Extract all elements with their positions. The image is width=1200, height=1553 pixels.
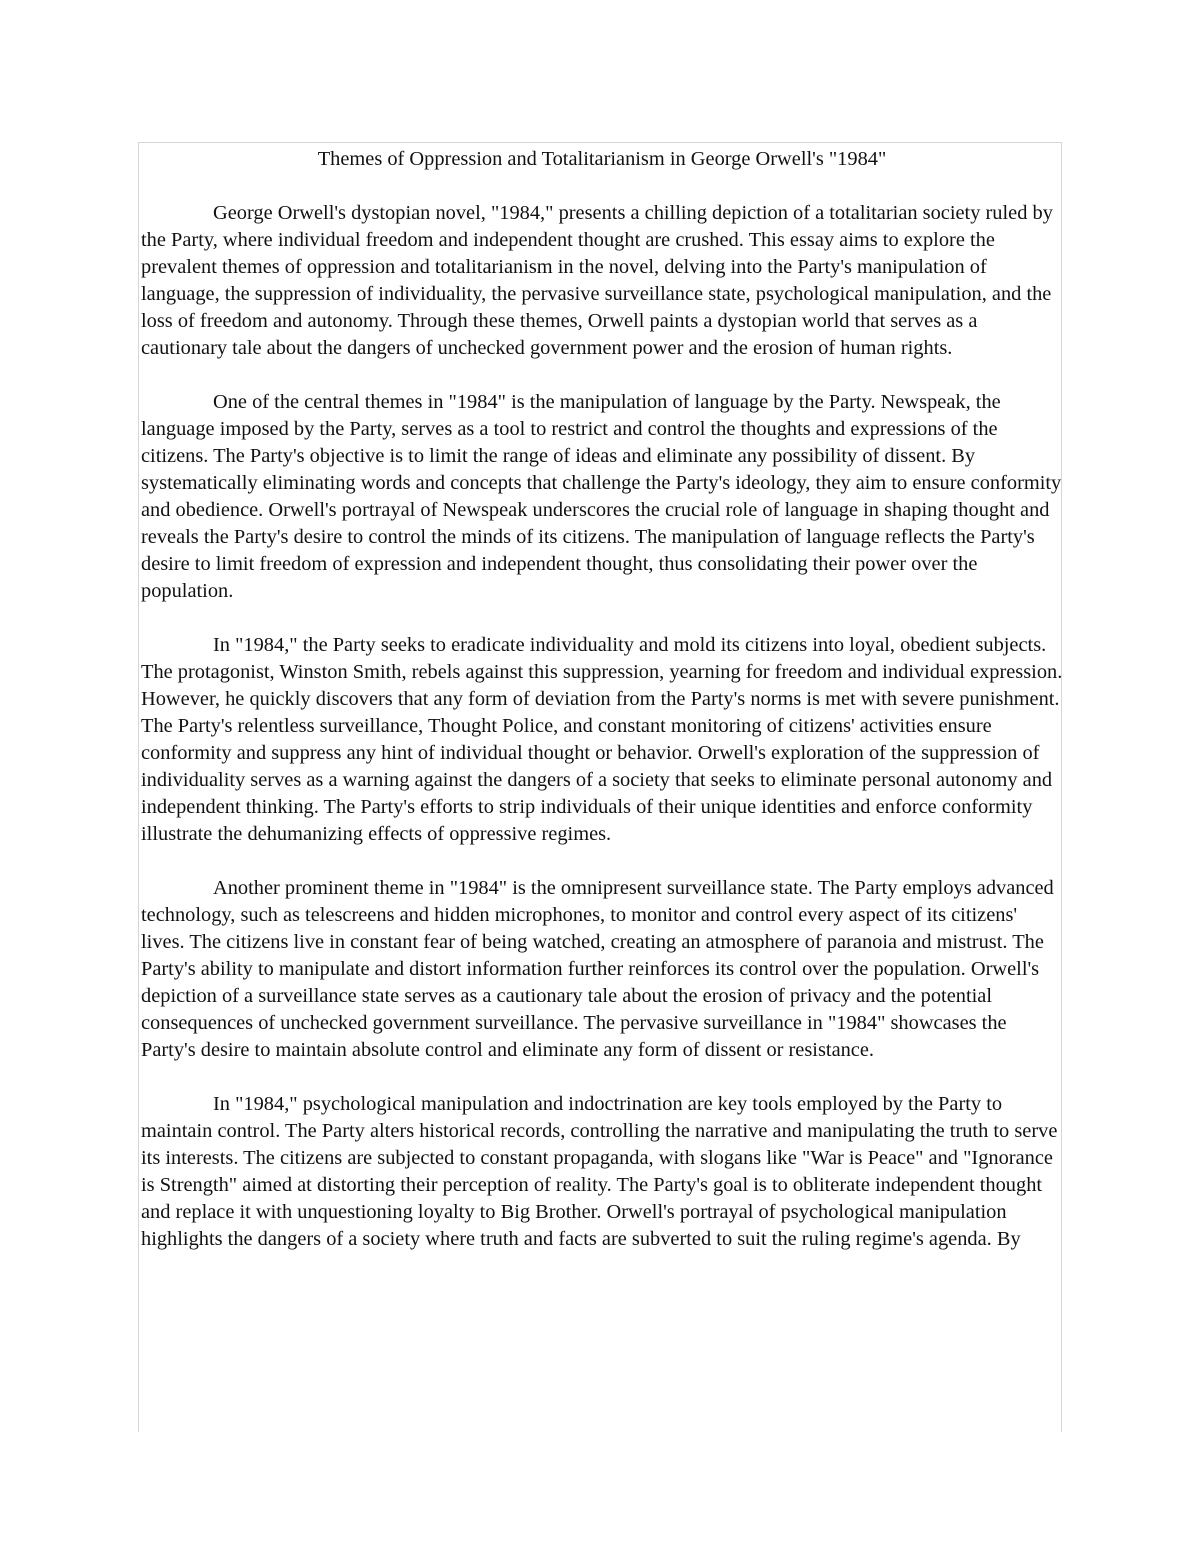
document-body bbox=[141, 146, 1063, 1253]
paragraph-suppression-of-individuality: In "1984," the Party seeks to eradicate individuality and mold its citizens into loyal, obedient subjects. The protagonist, Winston Smith, rebels against this suppression, yearning for freedom and individual expression. However, he quickly discovers that any form of deviation from the Party's norms is met with severe punishment. The Party's relentless surveillance, Thought Police, and constant monitoring of citizens' activities ensure conformity and suppress any hint of individual thought or behavior. Orwell's exploration of the suppression of individuality serves as a warning against the dangers of a society that seeks to eliminate personal autonomy and independent thinking. The Party's efforts to strip individuals of their unique identities and enforce conformity illustrate the dehumanizing effects of oppressive regimes. bbox=[141, 634, 1063, 845]
paragraph-surveillance-state: Another prominent theme in "1984" is the omnipresent surveillance state. The Party employs advanced technology, such as telescreens and hidden microphones, to monitor and control every aspect of its citizens' lives. The citizens live in constant fear of being watched, creating an atmosphere of paranoia and mistrust. The Party's ability to manipulate and distort information further reinforces its control over the population. Orwell's depiction of a surveillance state serves as a cautionary tale about the erosion of privacy and the potential consequences of unchecked government surveillance. The pervasive surveillance in "1984" showcases the Party's desire to maintain absolute control and eliminate any form of dissent or resistance. bbox=[141, 877, 1054, 1061]
paragraph-introduction: George Orwell's dystopian novel, "1984," presents a chilling depiction of a totalitarian society ruled by the Party, where individual freedom and independent thought are crushed. This essay aims to explore the prevalent themes of oppression and totalitarianism in the novel, delving into the Party's manipulation of language, the suppression of individuality, the pervasive surveillance state, psychological manipulation, and the loss of freedom and autonomy. Through these themes, Orwell paints a dystopian world that serves as a cautionary tale about the dangers of unchecked government power and the erosion of human rights. bbox=[141, 202, 1053, 359]
paragraph-language-manipulation: One of the central themes in "1984" is the manipulation of language by the Party. Newspeak, the language imposed by the Party, serves as a tool to restrict and control the thoughts and expressions of the citizens. The Party's objective is to limit the range of ideas and eliminate any possibility of dissent. By systematically eliminating words and concepts that challenge the Party's ideology, they aim to ensure conformity and obedience. Orwell's portrayal of Newspeak underscores the crucial role of language in shaping thought and reveals the Party's desire to control the minds of its citizens. The manipulation of language reflects the Party's desire to limit freedom of expression and independent thought, thus consolidating their power over the population. bbox=[141, 391, 1062, 602]
document-title: Themes of Oppression and Totalitarianism in George Orwell's "1984" bbox=[317, 148, 887, 170]
paragraph-psychological-manipulation: In "1984," psychological manipulation and indoctrination are key tools employed by the Party to maintain control. The Party alters historical records, controlling the narrative and manipulating the truth to serve its interests. The citizens are subjected to constant propaganda, with slogans like "War is Peace" and "Ignorance is Strength" aimed at distorting their perception of reality. The Party's goal is to obliterate independent thought and replace it with unquestioning loyalty to Big Brother. Orwell's portrayal of psychological manipulation highlights the dangers of a society where truth and facts are subverted to suit the ruling regime's agenda. By bbox=[141, 1093, 1058, 1250]
